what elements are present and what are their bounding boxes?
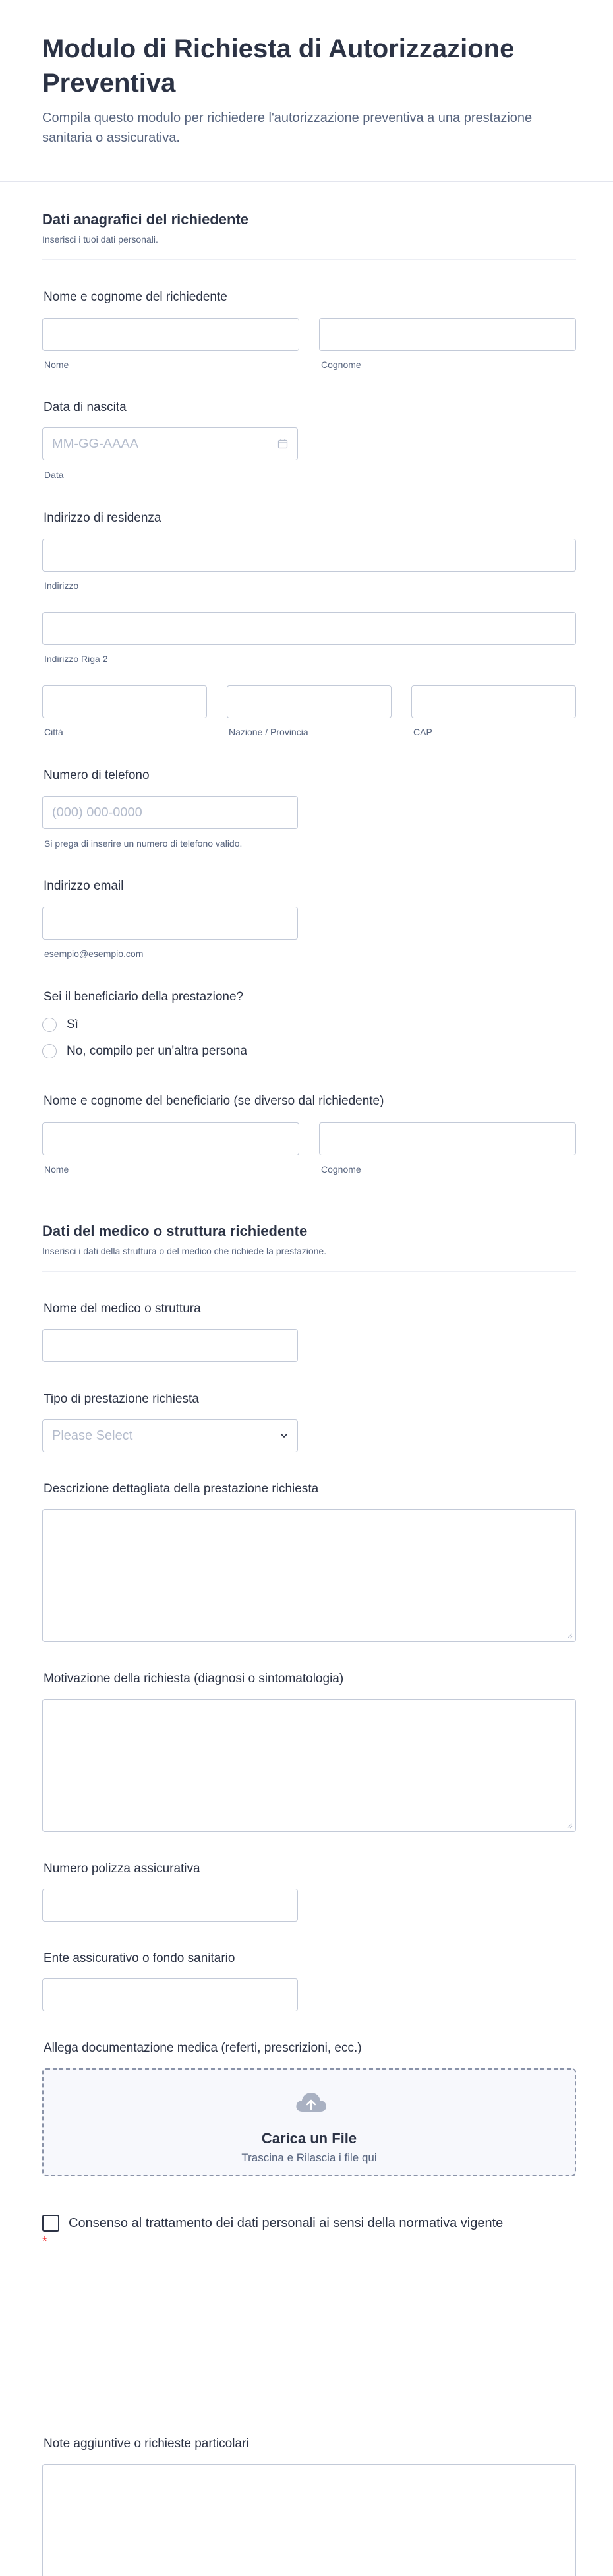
required-asterisk: * (42, 2234, 47, 2249)
file-upload-dropzone[interactable] (42, 2068, 576, 2176)
attachments-label: Allega documentazione medica (referti, prescrizioni, ecc.) (44, 2041, 362, 2055)
radio-yes[interactable] (42, 1018, 57, 1032)
policy-input[interactable] (42, 1889, 298, 1922)
form-title: Modulo di Richiesta di Autorizzazione Preventiva (42, 34, 515, 98)
zip-sublabel: CAP (413, 727, 432, 737)
address-line1-input[interactable] (42, 539, 576, 572)
doctor-label: Nome del medico o struttura (44, 1302, 201, 1316)
address-line1-sublabel: Indirizzo (44, 580, 79, 591)
email-input[interactable] (42, 907, 298, 940)
upload-subtitle: Trascina e Rilascia i file qui (241, 2151, 377, 2164)
resize-grip-icon[interactable] (566, 1632, 573, 1639)
policy-label: Numero polizza assicurativa (44, 1862, 200, 1876)
section-description-applicant: Inserisci i tuoi dati personali. (42, 234, 158, 245)
state-input[interactable] (227, 685, 392, 718)
phone-input[interactable] (42, 796, 298, 829)
email-sublabel: esempio@esempio.com (44, 948, 144, 959)
chevron-down-icon (279, 1430, 289, 1441)
header-divider (0, 181, 613, 182)
motivation-textarea[interactable] (42, 1699, 576, 1832)
service-description-textarea[interactable] (42, 1509, 576, 1642)
section-description-doctor: Inserisci i dati della struttura o del medico che richiede la prestazione. (42, 1246, 327, 1256)
beneficiary-first-name-sublabel: Nome (44, 1164, 69, 1175)
doctor-input[interactable] (42, 1329, 298, 1362)
upload-title: Carica un File (261, 2130, 357, 2147)
beneficiary-last-name-input[interactable] (319, 1122, 576, 1155)
applicant-last-name-input[interactable] (319, 318, 576, 351)
email-label: Indirizzo email (44, 879, 124, 893)
insurer-input[interactable] (42, 1978, 298, 2011)
section-title-doctor: Dati del medico o struttura richiedente (42, 1223, 308, 1239)
resize-grip-icon[interactable] (566, 1822, 573, 1829)
form-subtitle: Compila questo modulo per richiedere l'autorizzazione preventiva a una prestazione sanitaria o assicurativa. (42, 111, 533, 145)
city-input[interactable] (42, 685, 207, 718)
beneficiary-last-name-sublabel: Cognome (321, 1164, 361, 1175)
zip-input[interactable] (411, 685, 576, 718)
service-type-placeholder: Please Select (52, 1428, 133, 1443)
city-sublabel: Città (44, 727, 63, 737)
insurer-label: Ente assicurativo o fondo sanitario (44, 1951, 235, 1965)
applicant-name-label: Nome e cognome del richiedente (44, 290, 227, 304)
applicant-first-name-input[interactable] (42, 318, 299, 351)
beneficiary-first-name-input[interactable] (42, 1122, 299, 1155)
address-line2-input[interactable] (42, 612, 576, 645)
phone-placeholder: (000) 000-0000 (52, 805, 142, 820)
applicant-first-name-sublabel: Nome (44, 359, 69, 370)
cloud-upload-icon (294, 2089, 328, 2116)
birth-date-input[interactable] (42, 427, 298, 460)
notes-textarea[interactable] (42, 2464, 576, 2576)
motivation-label: Motivazione della richiesta (diagnosi o sintomatologia) (44, 1672, 344, 1686)
section-title-applicant: Dati anagrafici del richiedente (42, 211, 248, 228)
notes-label: Note aggiuntive o richieste particolari (44, 2437, 249, 2451)
birth-date-sublabel: Data (44, 470, 64, 480)
radio-no[interactable] (42, 1044, 57, 1058)
service-type-select[interactable] (42, 1419, 298, 1452)
radio-yes-label[interactable]: Sì (67, 1018, 78, 1031)
phone-sublabel: Si prega di inserire un numero di telefono valido. (44, 838, 243, 849)
beneficiary-name-label: Nome e cognome del beneficiario (se diverso dal richiedente) (44, 1094, 384, 1108)
radio-no-label[interactable]: No, compilo per un'altra persona (67, 1044, 247, 1058)
section-divider (42, 1271, 576, 1272)
service-description-label: Descrizione dettagliata della prestazione richiesta (44, 1482, 319, 1496)
birth-date-label: Data di nascita (44, 400, 127, 414)
address-line2-sublabel: Indirizzo Riga 2 (44, 654, 108, 664)
service-type-label: Tipo di prestazione richiesta (44, 1392, 199, 1406)
beneficiary-question-label: Sei il beneficiario della prestazione? (44, 990, 244, 1004)
calendar-icon[interactable] (277, 439, 288, 449)
section-divider (42, 259, 576, 260)
phone-label: Numero di telefono (44, 768, 150, 782)
address-label: Indirizzo di residenza (44, 511, 161, 525)
applicant-last-name-sublabel: Cognome (321, 359, 361, 370)
birth-date-placeholder: MM-GG-AAAA (52, 437, 139, 451)
state-sublabel: Nazione / Provincia (229, 727, 308, 737)
consent-label-text: Consenso al trattamento dei dati personali ai sensi della normativa vigente (69, 2216, 504, 2230)
consent-label[interactable] (42, 2214, 504, 2251)
